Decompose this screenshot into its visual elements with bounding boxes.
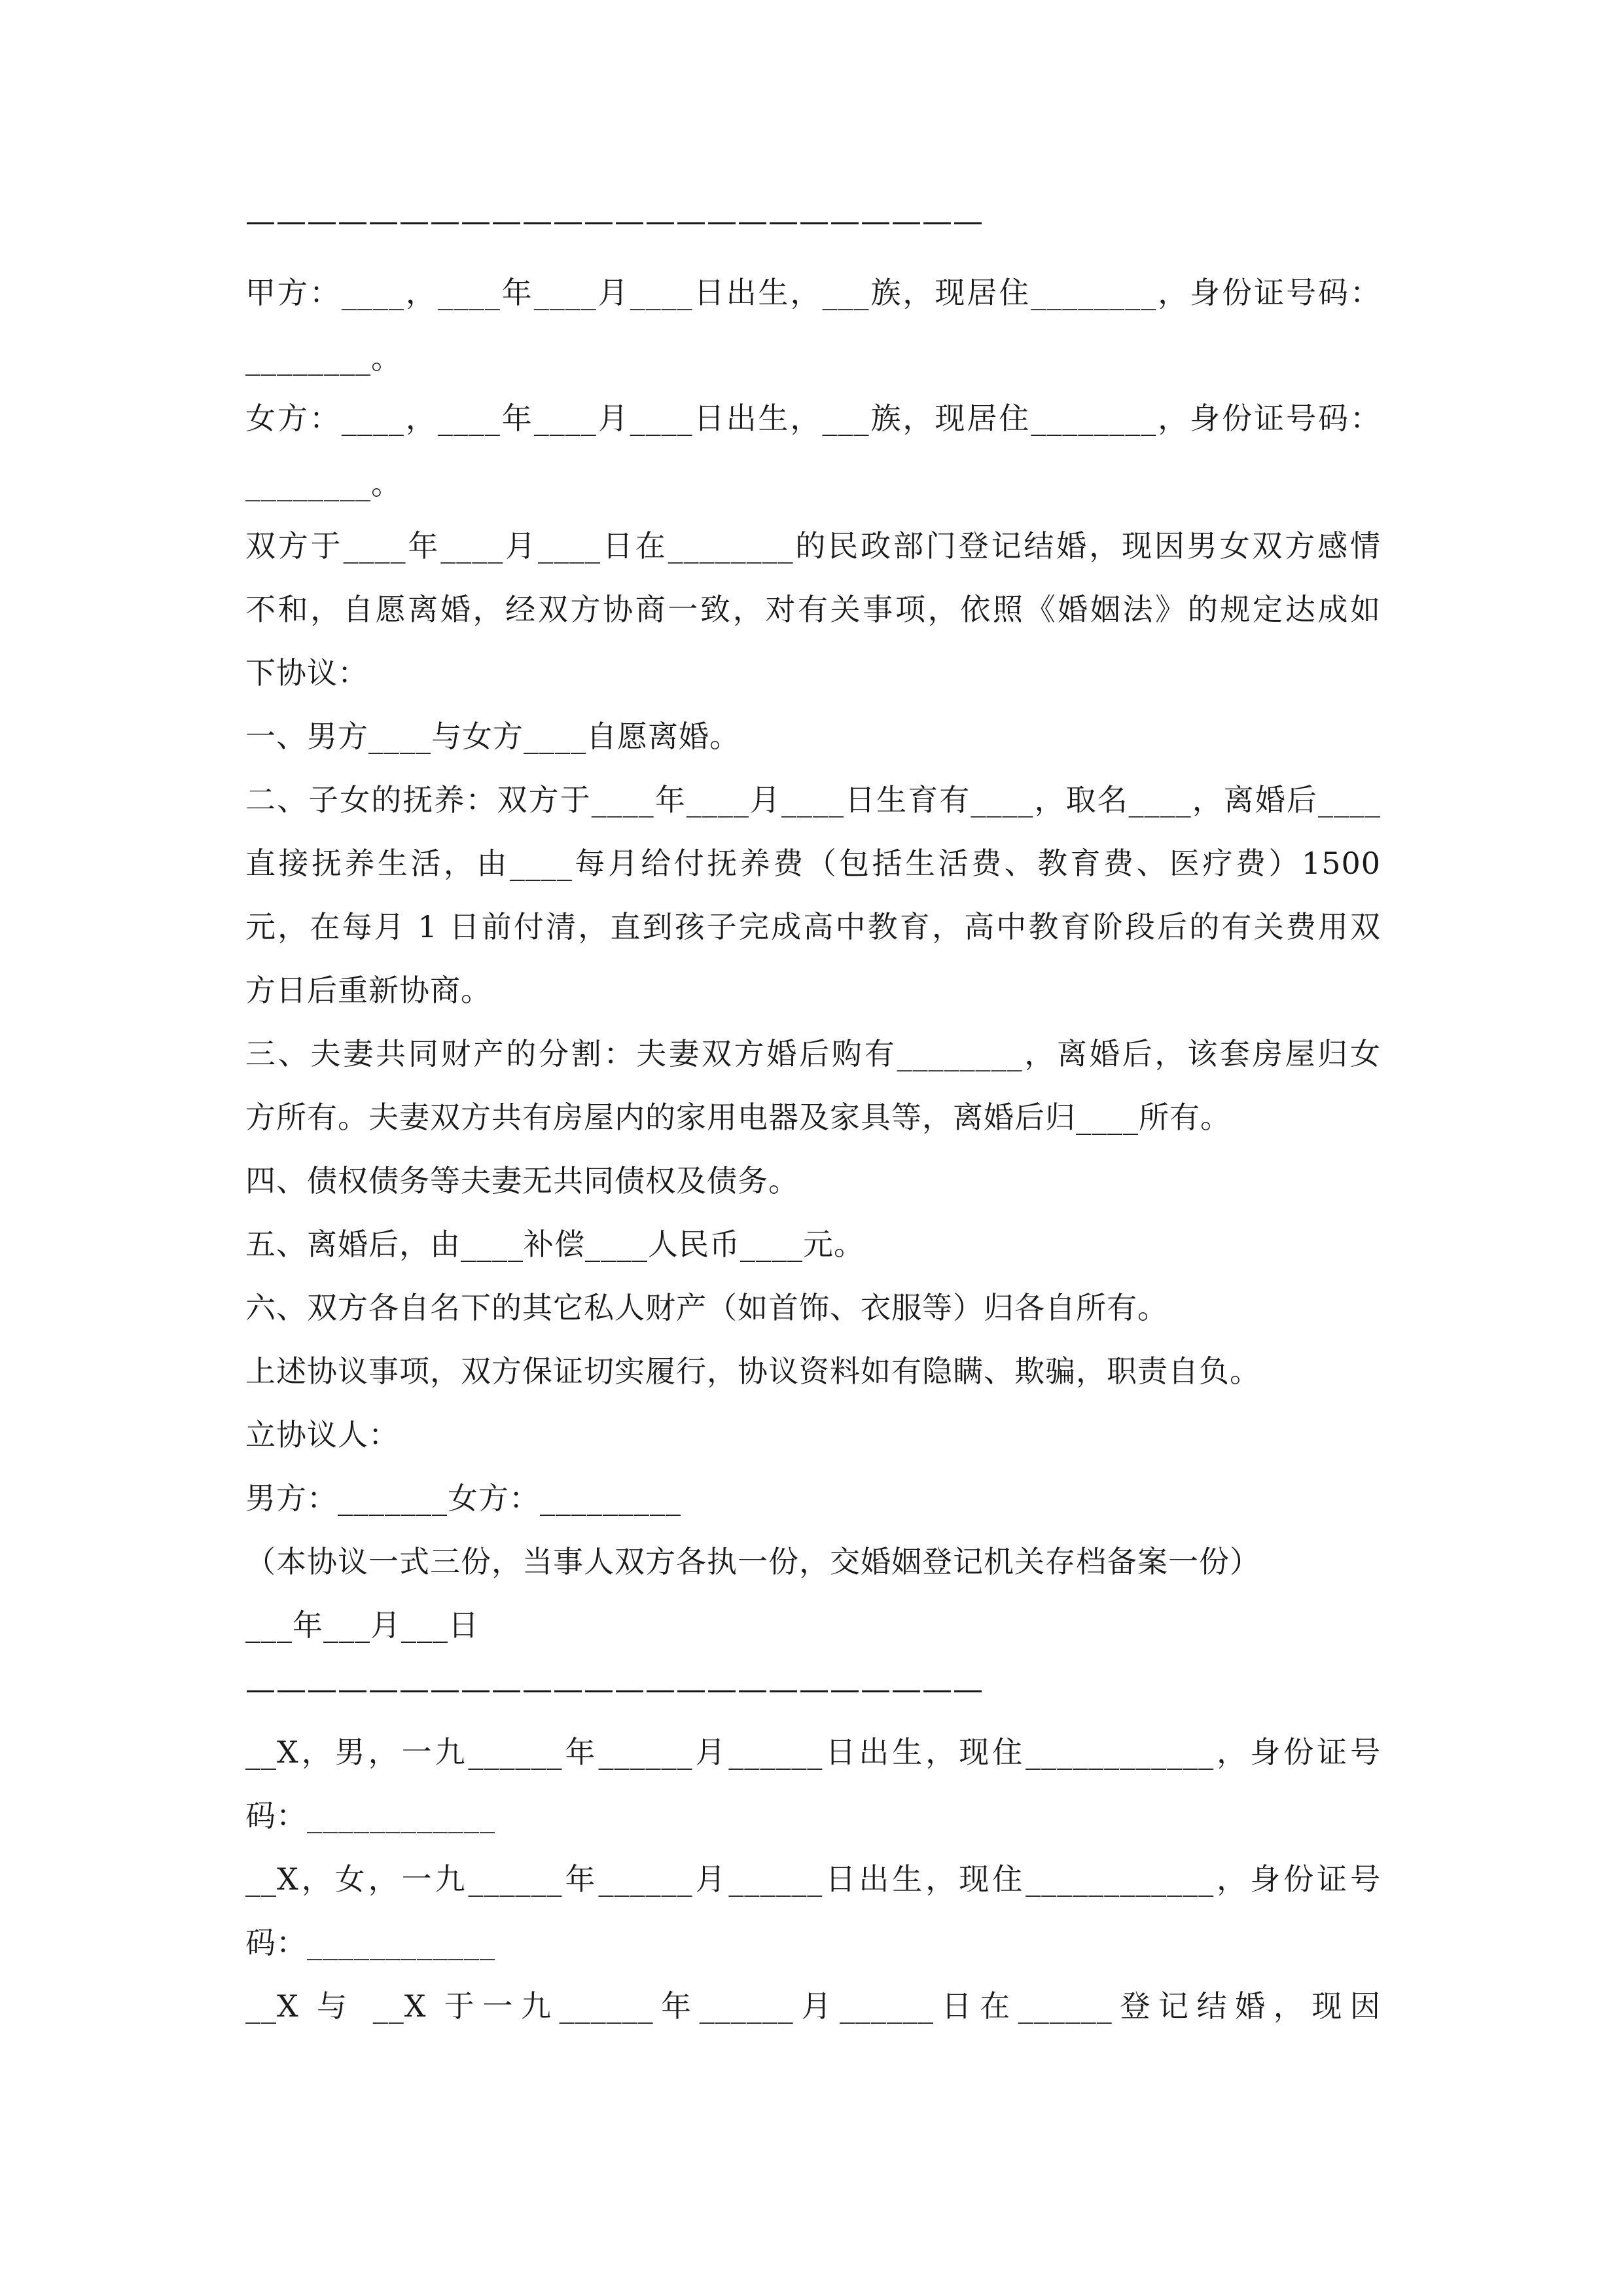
female-party-info: __X，女，一九______年______月______日出生，现住____________，身份证号 bbox=[245, 1861, 1381, 1897]
clause-3: 三、夫妻共同财产的分割：夫妻双方婚后购有________，离婚后，该套房屋归女 bbox=[245, 1036, 1381, 1071]
separator-line-top: ———————————————————————— bbox=[245, 203, 984, 238]
date-field: ___年___月___日 bbox=[245, 1607, 479, 1643]
male-party-info: __X，男，一九______年______月______日出生，现住____________，身份证号 bbox=[245, 1734, 1381, 1770]
party-a-id: ________。 bbox=[245, 340, 402, 376]
clause-2-cont-1: 直接抚养生活，由____每月给付抚养费（包括生活费、教育费、医疗费）1500 bbox=[245, 846, 1381, 881]
agreement-intro: 下协议： bbox=[245, 655, 368, 691]
signatories-label: 立协议人： bbox=[245, 1417, 399, 1452]
male-party-id: 码：____________ bbox=[245, 1798, 495, 1833]
marriage-statement: __X 与 __X 于一九______年______月______日在______登记结婚，现因 bbox=[245, 1988, 1381, 2024]
clause-1: 一、男方____与女方____自愿离婚。 bbox=[245, 719, 740, 754]
copies-note: （本协议一式三份，当事人双方各执一份，交婚姻登记机关存档备案一份） bbox=[245, 1544, 1260, 1579]
marriage-registration-cont: 不和，自愿离婚，经双方协商一致，对有关事项，依照《婚姻法》的规定达成如 bbox=[245, 592, 1381, 627]
female-party-id: 码：____________ bbox=[245, 1925, 495, 1960]
clause-2-cont-2: 元，在每月 1 日前付清，直到孩子完成高中教育，高中教育阶段后的有关费用双 bbox=[245, 909, 1381, 944]
signature-fields: 男方：_______女方：_________ bbox=[245, 1480, 681, 1516]
clause-3-cont: 方所有。夫妻双方共有房屋内的家用电器及家具等，离婚后归____所有。 bbox=[245, 1100, 1231, 1135]
clause-2-cont-3: 方日后重新协商。 bbox=[245, 973, 491, 1008]
clause-4: 四、债权债务等夫妻无共同债权及债务。 bbox=[245, 1163, 799, 1198]
party-a-info: 甲方：____，____年____月____日出生，___族，现居住________，身份证号码： bbox=[245, 275, 1381, 310]
separator-line-bottom: ———————————————————————— bbox=[245, 1671, 984, 1706]
guarantee-statement: 上述协议事项，双方保证切实履行，协议资料如有隐瞒、欺骗，职责自负。 bbox=[245, 1354, 1260, 1389]
party-b-info: 女方：____，____年____月____日出生，___族，现居住________，身份证号码： bbox=[245, 401, 1381, 436]
marriage-registration: 双方于____年____月____日在________的民政部门登记结婚，现因男女双方感情 bbox=[245, 528, 1381, 564]
clause-6: 六、双方各自名下的其它私人财产（如首饰、衣服等）归各自所有。 bbox=[245, 1290, 1168, 1325]
clause-2: 二、子女的抚养：双方于____年____月____日生育有____，取名____，离婚后____ bbox=[245, 782, 1381, 817]
party-b-id: ________。 bbox=[245, 466, 402, 501]
clause-5: 五、离婚后，由____补偿____人民币____元。 bbox=[245, 1227, 865, 1262]
